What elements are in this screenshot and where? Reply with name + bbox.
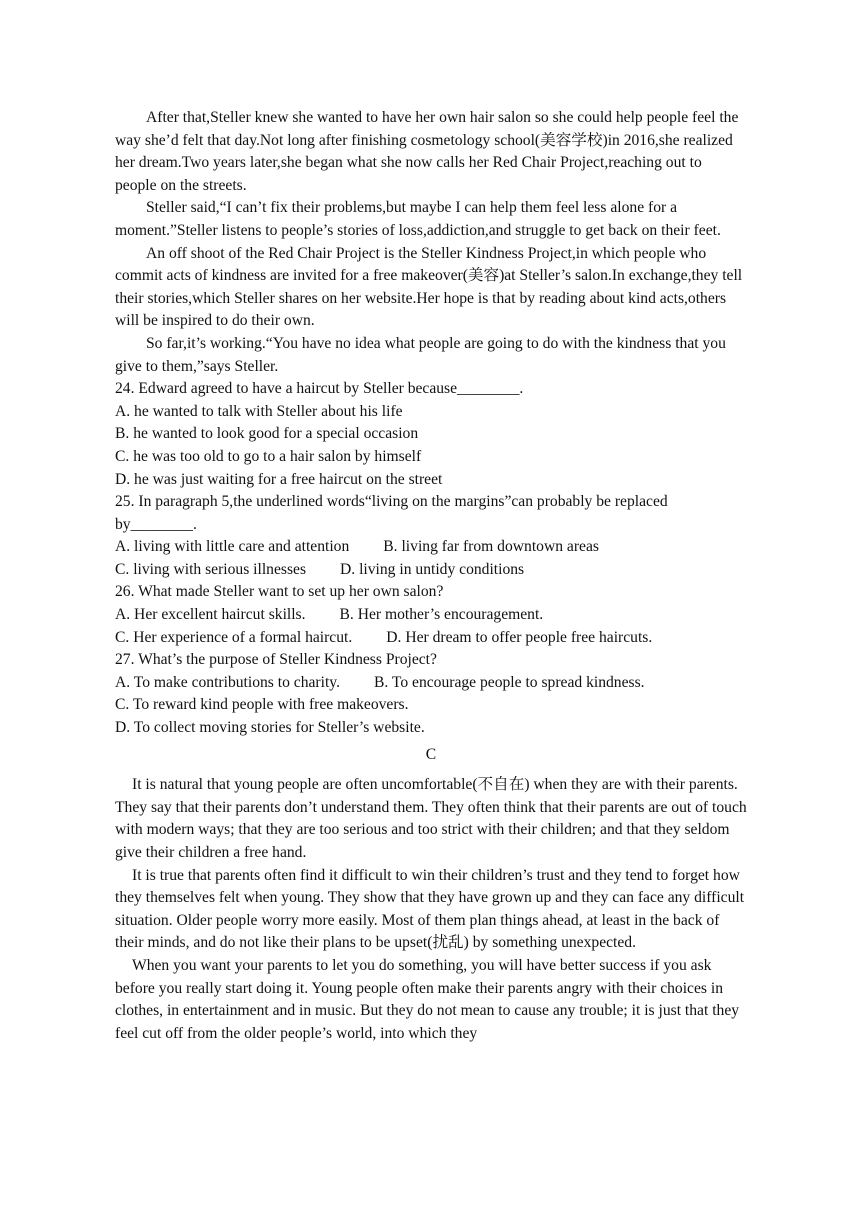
question-26-options-ab: [115, 604, 747, 627]
question-26: [115, 581, 747, 649]
question-26-option-d: D. Her dream to offer people free haircuts.: [386, 628, 653, 646]
question-24: [115, 378, 747, 491]
question-24-option-c: C. he was too old to go to a hair salon by himself: [115, 447, 422, 465]
question-27: [115, 649, 747, 739]
question-25-stem: 25. In paragraph 5,the underlined words“living on the margins”can probably be replaced by________.: [115, 493, 668, 533]
question-25-options-ab: [115, 536, 747, 559]
question-24-option-a: A. he wanted to talk with Steller about his life: [115, 402, 403, 420]
passage-c-paragraph-2: It is true that parents often find it difficult to win their children’s trust and they tend to forget how they themselves felt when young. They show that they have grown up and they can face any difficult situation. Older people worry more easily. Most of them plan things ahead, at least in the back of their minds, and do not like their plans to be upset(扰乱) by something unexpected.: [115, 866, 745, 952]
question-25-option-a: A. living with little care and attention: [115, 538, 350, 556]
passage-c-paragraph-3: When you want your parents to let you do something, you will have better success if you ask before you really start doing it. Young people often make their parents angry with their choices in clothes, in entertainment and in music. But they do not mean to cause any trouble; it is just that they feel cut off from the older people’s world, into which they: [115, 956, 740, 1042]
question-26-option-a: A. Her excellent haircut skills.: [115, 606, 306, 624]
question-26-option-b: B. Her mother’s encouragement.: [339, 606, 544, 624]
question-27-stem: 27. What’s the purpose of Steller Kindness Project?: [115, 651, 437, 669]
passage-b-paragraph-4: So far,it’s working.“You have no idea what people are going to do with the kindness that you give to them,”says Steller.: [115, 334, 726, 375]
question-26-stem: 26. What made Steller want to set up her own salon?: [115, 583, 444, 601]
passage-c-paragraph-1: It is natural that young people are often uncomfortable(不自在) when they are with their parents. They say that their parents don’t understand them. They often think that their parents are out of touch with modern ways; that they are too serious and too strict with their children; and that they seldom give their children a free hand.: [115, 776, 747, 861]
question-24-stem: 24. Edward agreed to have a haircut by Steller because________.: [115, 380, 524, 398]
question-25: [115, 491, 747, 581]
question-25-option-c: C. living with serious illnesses: [115, 560, 307, 578]
question-27-option-c: C. To reward kind people with free makeovers.: [115, 696, 409, 714]
question-25-option-b: B. living far from downtown areas: [383, 538, 599, 556]
question-26-option-c: C. Her experience of a formal haircut.: [115, 628, 353, 646]
question-25-options-cd: [115, 559, 747, 582]
question-24-option-d: D. he was just waiting for a free haircut on the street: [115, 470, 443, 488]
question-24-option-b: B. he wanted to look good for a special occasion: [115, 425, 419, 443]
passage-b-paragraph-3: An off shoot of the Red Chair Project is the Steller Kindness Project,in which people who commit acts of kindness are invited for a free makeover(美容)at Steller’s salon.In exchange,they tell their stories,which Steller shares on her website.Her hope is that by reading about kind acts,others will be inspired to do their own.: [115, 244, 743, 330]
question-27-options-ab: [115, 672, 747, 695]
question-27-option-b: B. To encourage people to spread kindness.: [373, 673, 645, 691]
question-27-option-d: D. To collect moving stories for Steller’s website.: [115, 719, 425, 737]
section-c-heading: C: [425, 745, 437, 763]
passage-b-paragraph-2: Steller said,“I can’t fix their problems,but maybe I can help them feel less alone for a moment.”Steller listens to people’s stories of loss,addiction,and struggle to get back on their feet.: [115, 199, 721, 239]
question-27-option-a: A. To make contributions to charity.: [115, 673, 340, 691]
question-25-option-d: D. living in untidy conditions: [340, 560, 525, 578]
passage-b-paragraph-1: After that,Steller knew she wanted to have her own hair salon so she could help people feel the way she’d felt that day.Not long after finishing cosmetology school(美容学校)in 2016,she realized her dream.Two years later,she began what she now calls her Red Chair Project,reaching out to people on the streets.: [115, 109, 739, 194]
document-page: [115, 107, 747, 1045]
question-26-options-cd: [115, 627, 747, 650]
